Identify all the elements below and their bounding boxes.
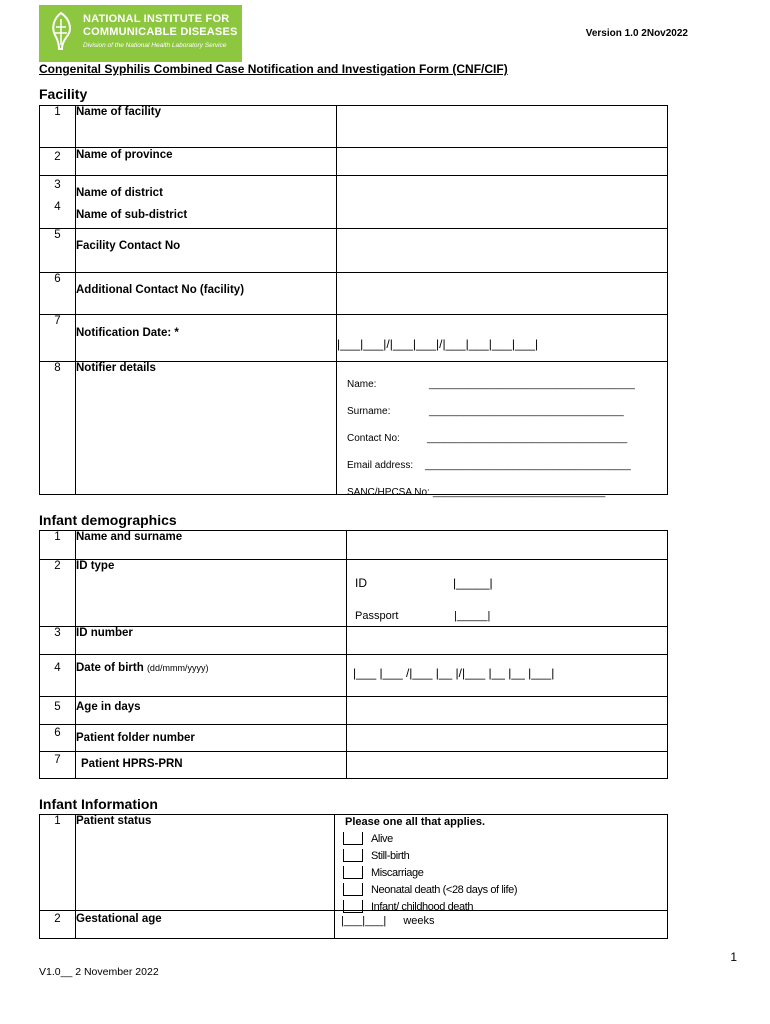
id-option-id[interactable]: ID |_____| [355, 576, 493, 590]
additional-contact-field[interactable] [337, 273, 668, 315]
row-number: 2 [40, 560, 76, 627]
gestational-age-input[interactable] [341, 915, 435, 927]
row-number: 4 [40, 655, 76, 697]
gestational-boxes[interactable]: |___|___| [341, 915, 387, 927]
notification-date-boxes[interactable]: |___|___|/|___|___|/|___|___|___|___| [337, 337, 539, 351]
name-surname-field[interactable] [347, 531, 668, 560]
row-number: 1 [40, 815, 76, 911]
status-option-infant-death[interactable]: Infant/ childhood death [335, 898, 517, 915]
footer-version: V1.0__ 2 November 2022 [39, 966, 159, 978]
row-number: 5 [40, 229, 76, 273]
row-label: Patient HPRS-PRN [76, 752, 347, 779]
table-row [40, 106, 668, 148]
table-row [40, 229, 668, 273]
row-number: 1 [40, 531, 76, 560]
table-row [40, 815, 668, 911]
table-row [40, 911, 668, 939]
section-title-facility: Facility [39, 86, 88, 102]
row-label: Date of birth [76, 662, 144, 674]
section-title-infant-demographics: Infant demographics [39, 512, 177, 528]
row-label: Age in days [76, 697, 347, 725]
folder-number-field[interactable] [347, 725, 668, 752]
row-number: 3 [54, 179, 61, 191]
row-label: Name of district [76, 187, 163, 199]
notifier-surname-row[interactable]: Surname: ___________________________________ [347, 406, 624, 417]
age-days-field[interactable] [347, 697, 668, 725]
checkbox[interactable] [343, 866, 363, 879]
notifier-name-row[interactable]: Name: _____________________________________ [347, 379, 635, 390]
table-row [40, 362, 668, 495]
page-number: 1 [730, 950, 737, 964]
table-row [40, 627, 668, 655]
row-number: 7 [40, 752, 76, 779]
nicd-logo [39, 5, 242, 62]
section-title-infant-information: Infant Information [39, 796, 158, 812]
table-row [40, 725, 668, 752]
notifier-fields [347, 371, 635, 506]
status-option-neonatal-death[interactable]: Neonatal death (<28 days of life) [335, 881, 517, 898]
row-label: Notifier details [76, 362, 337, 495]
logo-line-1: NATIONAL INSTITUTE FOR [83, 13, 230, 25]
status-option-miscarriage[interactable]: Miscarriage [335, 864, 517, 881]
row-label: Patient status [76, 815, 335, 911]
row-label: Patient folder number [76, 725, 347, 752]
row-label: ID type [76, 560, 347, 627]
row-number: 7 [40, 315, 76, 362]
status-options [335, 830, 517, 915]
row-number: 2 [40, 148, 76, 176]
row-number: 1 [40, 106, 76, 148]
row-label: Name of facility [76, 106, 337, 148]
date-format-hint: (dd/mmm/yyyy) [146, 663, 209, 673]
status-option-alive[interactable]: Alive [335, 830, 517, 847]
notifier-sanc-row[interactable]: SANC/HPCSA No: _______________________________ [347, 487, 606, 498]
row-label: Gestational age [76, 911, 335, 939]
table-row [40, 655, 668, 697]
row-label: Notification Date: * [76, 315, 337, 362]
status-option-still-birth[interactable]: Still-birth [335, 847, 517, 864]
logo-line-3: Division of the National Health Laboratory Service [83, 42, 227, 49]
checkbox[interactable] [343, 832, 363, 845]
row-label: ID number [76, 627, 347, 655]
table-row [40, 148, 668, 176]
form-title: Congenital Syphilis Combined Case Notification and Investigation Form (CNF/CIF) [39, 62, 508, 76]
logo-line-2: COMMUNICABLE DISEASES [83, 26, 238, 38]
table-row [40, 697, 668, 725]
id-option-passport[interactable]: Passport |_____| [355, 610, 491, 622]
checkbox[interactable] [343, 883, 363, 896]
row-number: 5 [40, 697, 76, 725]
table-row [40, 176, 668, 229]
table-row [40, 273, 668, 315]
infant-information-table [39, 814, 668, 939]
nicd-emblem-icon [47, 11, 75, 51]
notifier-contact-row[interactable]: Contact No: ____________________________________ [347, 433, 628, 444]
version-label: Version 1.0 2Nov2022 [585, 28, 688, 39]
row-number: 6 [40, 273, 76, 315]
facility-table [39, 105, 668, 498]
table-row [40, 560, 668, 627]
facility-contact-field[interactable] [337, 229, 668, 273]
table-row [40, 752, 668, 779]
row-number: 6 [40, 725, 76, 752]
hprs-prn-field[interactable] [347, 752, 668, 779]
row-label: Facility Contact No [76, 229, 337, 273]
id-number-field[interactable] [347, 627, 668, 655]
district-field[interactable] [337, 176, 668, 229]
status-instruction: Please one all that applies. [345, 816, 485, 828]
row-number: 3 [40, 627, 76, 655]
notifier-email-row[interactable]: Email address: _____________________________________ [347, 460, 631, 471]
row-label: Name and surname [76, 531, 347, 560]
table-row [40, 531, 668, 560]
row-label: Name of sub-district [76, 209, 188, 221]
weeks-label: weeks [403, 915, 435, 927]
row-label: Name of province [76, 148, 337, 176]
checkbox[interactable] [343, 849, 363, 862]
row-number: 2 [40, 911, 76, 939]
row-number: 8 [40, 362, 76, 495]
dob-boxes[interactable]: |___ |___ /|___ |__ |/|___ |__ |__ |___| [353, 666, 555, 680]
infant-demographics-table [39, 530, 668, 779]
row-number: 4 [54, 201, 61, 213]
table-row [40, 315, 668, 362]
id-checkbox[interactable]: |_____| [453, 576, 493, 590]
province-field[interactable] [337, 148, 668, 176]
row-label: Additional Contact No (facility) [76, 273, 337, 315]
facility-name-field[interactable] [337, 106, 668, 148]
passport-checkbox[interactable]: |_____| [454, 610, 491, 622]
